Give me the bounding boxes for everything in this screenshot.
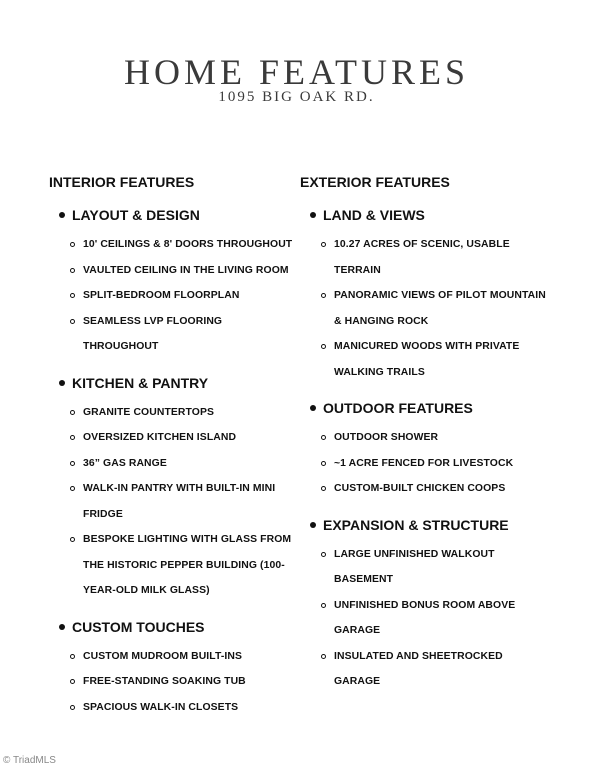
feature-item: SEAMLESS LVP FLOORING THROUGHOUT	[49, 309, 294, 360]
exterior-features-heading: EXTERIOR FEATURES	[300, 174, 450, 190]
feature-item: FREE-STANDING SOAKING TUB	[49, 669, 294, 695]
feature-item: VAULTED CEILING IN THE LIVING ROOM	[49, 258, 294, 284]
property-address: 1095 BIG OAK RD.	[218, 89, 375, 105]
section-title: LAND & VIEWS	[300, 205, 550, 225]
feature-item: ~1 ACRE FENCED FOR LIVESTOCK	[300, 451, 550, 477]
section-title: LAYOUT & DESIGN	[49, 205, 294, 225]
section-layout-design	[49, 205, 294, 360]
feature-item: MANICURED WOODS WITH PRIVATE WALKING TRAILS	[300, 334, 550, 385]
mls-watermark: © TriadMLS	[3, 755, 56, 766]
feature-item: 10' CEILINGS & 8' DOORS THROUGHOUT	[49, 232, 294, 258]
feature-item: UNFINISHED BONUS ROOM ABOVE GARAGE	[300, 593, 550, 644]
interior-features-column	[49, 172, 294, 720]
feature-item: LARGE UNFINISHED WALKOUT BASEMENT	[300, 542, 550, 593]
feature-item: INSULATED AND SHEETROCKED GARAGE	[300, 644, 550, 695]
exterior-features-column	[300, 172, 550, 695]
section-land-views	[300, 205, 550, 385]
feature-item: 36” GAS RANGE	[49, 451, 294, 477]
section-kitchen-pantry	[49, 373, 294, 604]
feature-item: BESPOKE LIGHTING WITH GLASS FROM THE HISTORIC PEPPER BUILDING (100-YEAR-OLD MILK GLASS)	[49, 527, 294, 604]
feature-item: CUSTOM-BUILT CHICKEN COOPS	[300, 476, 550, 502]
section-custom-touches	[49, 617, 294, 721]
feature-item: WALK-IN PANTRY WITH BUILT-IN MINI FRIDGE	[49, 476, 294, 527]
interior-sections	[49, 205, 294, 720]
feature-item: CUSTOM MUDROOM BUILT-INS	[49, 644, 294, 670]
section-title: CUSTOM TOUCHES	[49, 617, 294, 637]
section-title: OUTDOOR FEATURES	[300, 398, 550, 418]
feature-item: OVERSIZED KITCHEN ISLAND	[49, 425, 294, 451]
interior-features-heading: INTERIOR FEATURES	[49, 174, 195, 190]
section-expansion-structure	[300, 515, 550, 695]
exterior-sections	[300, 205, 550, 695]
section-outdoor-features	[300, 398, 550, 502]
feature-item: 10.27 ACRES OF SCENIC, USABLE TERRAIN	[300, 232, 550, 283]
page-title: HOME FEATURES	[123, 52, 470, 92]
section-title: KITCHEN & PANTRY	[49, 373, 294, 393]
feature-item: OUTDOOR SHOWER	[300, 425, 550, 451]
feature-item: GRANITE COUNTERTOPS	[49, 400, 294, 426]
feature-item: PANORAMIC VIEWS OF PILOT MOUNTAIN & HANGING ROCK	[300, 283, 550, 334]
feature-item: SPACIOUS WALK-IN CLOSETS	[49, 695, 294, 721]
feature-item: SPLIT-BEDROOM FLOORPLAN	[49, 283, 294, 309]
section-title: EXPANSION & STRUCTURE	[300, 515, 550, 535]
